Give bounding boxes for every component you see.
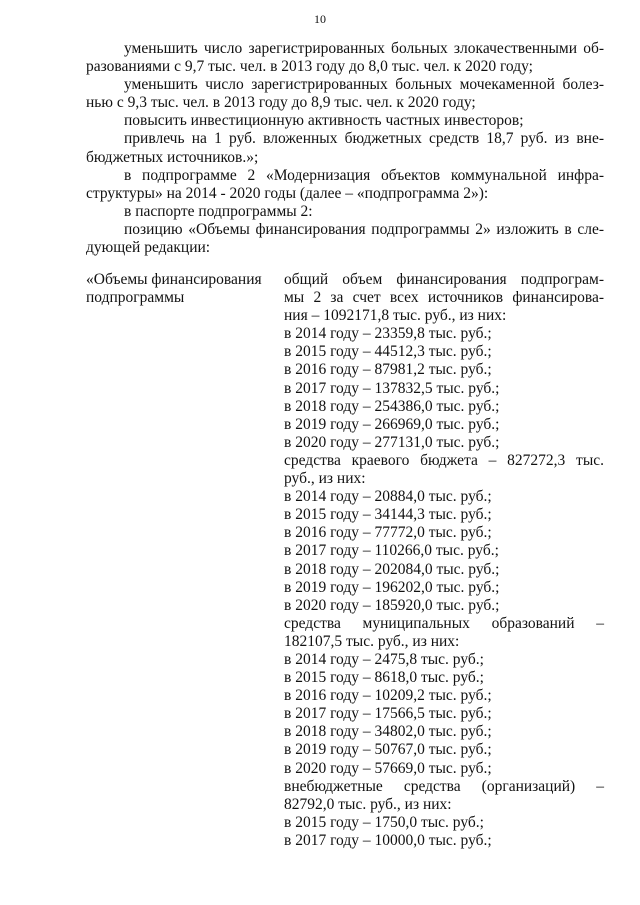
paragraph <box>86 40 604 76</box>
table-value-line: средства краевого бюджета – 827272,3 тыс. <box>284 451 604 469</box>
table-value-line: в 2017 году – 137832,5 тыс. руб.; <box>284 379 500 397</box>
table-value-line: в 2018 году – 254386,0 тыс. руб.; <box>284 397 500 415</box>
table-value-line: в 2014 году – 23359,8 тыс. руб.; <box>284 325 492 343</box>
table-value-line: в 2016 году – 10209,2 тыс. руб.; <box>284 687 492 705</box>
table-value-line: в 2019 году – 266969,0 тыс. руб.; <box>284 415 500 433</box>
table-value-line: ния – 1092171,8 тыс. руб., из них: <box>284 307 507 325</box>
text-line: уменьшить число зарегистрированных больных злокачественными об- <box>124 40 604 57</box>
table-value-line: в 2015 году – 44512,3 тыс. руб.; <box>284 343 492 361</box>
table-value-line: средства муниципальных образований – <box>284 614 604 632</box>
table-value-line: в 2019 году – 196202,0 тыс. руб.; <box>284 578 500 596</box>
table-value-line: в 2018 году – 202084,0 тыс. руб.; <box>284 560 500 578</box>
table-label-line: «Объемы финансирования <box>86 271 262 288</box>
table-value-line: 182107,5 тыс. руб., из них: <box>284 632 460 650</box>
table-label-line: подпрограммы <box>86 289 185 307</box>
document-body <box>86 40 604 257</box>
table-value-line: в 2020 году – 57669,0 тыс. руб.; <box>284 759 492 777</box>
text-line: повысить инвестиционную активность частных инвесторов; <box>124 112 524 130</box>
text-line: в подпрограмме 2 «Модернизация объектов коммунальной инфра- <box>124 166 604 184</box>
table-value-line: 82792,0 тыс. руб., из них: <box>284 795 452 813</box>
table-value-line: в 2014 году – 2475,8 тыс. руб.; <box>284 650 484 668</box>
table-value-line: в 2016 году – 77772,0 тыс. руб.; <box>284 524 492 542</box>
paragraph <box>86 203 604 221</box>
paragraph <box>86 221 604 257</box>
paragraph <box>86 76 604 112</box>
table-value-line: в 2020 году – 185920,0 тыс. руб.; <box>284 596 500 614</box>
table-value-line: в 2017 году – 110266,0 тыс. руб.; <box>284 542 499 560</box>
table-value-line: в 2016 году – 87981,2 тыс. руб.; <box>284 361 492 379</box>
text-line: позицию «Объемы финансирования подпрограммы 2» изложить в сле- <box>124 220 604 238</box>
page-number: 10 <box>314 12 326 26</box>
table-value-line: в 2015 году – 8618,0 тыс. руб.; <box>284 669 484 687</box>
table-value-line: мы 2 за счет всех источников финансирова- <box>284 289 604 307</box>
paragraph <box>86 112 604 130</box>
table-value-line: в 2020 году – 277131,0 тыс. руб.; <box>284 433 500 451</box>
text-line: разованиями с 9,7 тыс. чел. в 2013 году до 8,0 тыс. чел. к 2020 году; <box>86 58 533 76</box>
text-line: уменьшить число зарегистрированных больных мочекаменной болез- <box>124 76 604 94</box>
table-value-line: внебюджетные средства (организаций) – <box>284 777 604 795</box>
text-line: в паспорте подпрограммы 2: <box>124 202 313 220</box>
table-value-line: в 2019 году – 50767,0 тыс. руб.; <box>284 741 492 759</box>
text-line: структуры» на 2014 - 2020 годы (далее – «подпрограмма 2»): <box>86 184 489 202</box>
table-value-line: в 2014 году – 20884,0 тыс. руб.; <box>284 488 492 506</box>
table-value-line: общий объем финансирования подпрограм- <box>284 271 604 288</box>
table-value-line: в 2017 году – 17566,5 тыс. руб.; <box>284 705 492 723</box>
text-line: бюджетных источников.»; <box>86 148 259 166</box>
text-line: нью с 9,3 тыс. чел. в 2013 году до 8,9 тыс. чел. к 2020 году; <box>86 94 476 112</box>
table-value-line: в 2015 году – 34144,3 тыс. руб.; <box>284 506 492 524</box>
table-value-line: в 2018 году – 34802,0 тыс. руб.; <box>284 723 492 741</box>
paragraph <box>86 167 604 203</box>
table-label-column <box>86 271 276 307</box>
text-line: привлечь на 1 руб. вложенных бюджетных средств 18,7 руб. из вне- <box>124 130 604 148</box>
paragraph <box>86 130 604 166</box>
table-value-line: руб., из них: <box>284 470 366 488</box>
table-value-line: в 2017 году – 10000,0 тыс. руб.; <box>284 831 492 849</box>
table-value-line: в 2015 году – 1750,0 тыс. руб.; <box>284 813 484 831</box>
text-line: дующей редакции: <box>86 239 211 257</box>
table-value-column <box>284 271 604 850</box>
